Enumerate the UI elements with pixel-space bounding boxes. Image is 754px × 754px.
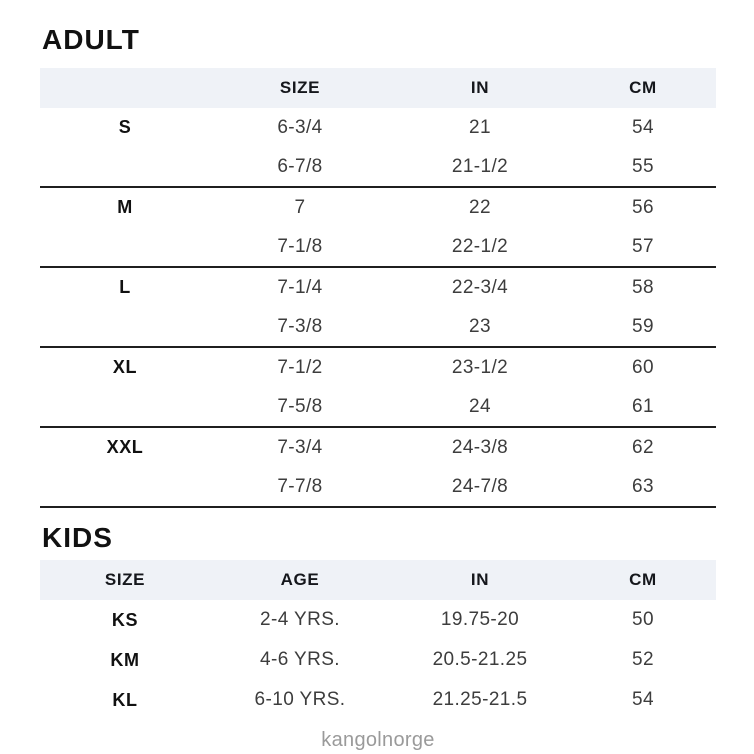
in-value-cell: 24 (469, 395, 491, 417)
table-row (40, 428, 716, 467)
adult-column-header-size: SIZE (279, 78, 321, 97)
kids-column-header-age: AGE (280, 570, 320, 589)
adult-column-header-in: IN (470, 78, 490, 97)
adult-heading: ADULT (42, 24, 140, 55)
cm-value-cell: 56 (632, 196, 654, 218)
table-row (40, 640, 716, 680)
table-row (40, 307, 716, 346)
age-value-cell: 2-4 YRS. (260, 609, 340, 630)
size-value-cell: 7-5/8 (277, 395, 323, 417)
table-row (40, 108, 716, 147)
cm-value-cell: 57 (632, 235, 654, 257)
size-label-cell: KS (111, 609, 139, 630)
size-group-xl (40, 348, 716, 428)
cm-value-cell: 54 (632, 689, 654, 710)
table-row (40, 147, 716, 186)
size-label-cell: XXL (106, 437, 144, 457)
age-value-cell: 4-6 YRS. (260, 649, 340, 670)
kids-column-header-cm: CM (629, 570, 657, 589)
table-row (40, 268, 716, 307)
size-group-s (40, 108, 716, 188)
size-group-m (40, 188, 716, 268)
size-label-cell: L (119, 277, 131, 297)
cm-value-cell: 59 (632, 315, 654, 337)
size-value-cell: 7-1/4 (277, 276, 323, 298)
in-value-cell: 23-1/2 (451, 356, 509, 378)
in-value-cell: 21 (469, 116, 491, 138)
in-value-cell: 23 (469, 315, 491, 337)
age-value-cell: 6-10 YRS. (254, 689, 346, 710)
cm-value-cell: 58 (632, 276, 654, 298)
cm-value-cell: 54 (632, 116, 654, 138)
in-value-cell: 21.25-21.5 (432, 689, 528, 710)
size-value-cell: 7 (294, 196, 306, 218)
adult-header-row (40, 68, 716, 108)
in-value-cell: 19.75-20 (440, 609, 520, 630)
size-value-cell: 7-3/4 (277, 436, 323, 458)
in-value-cell: 24-7/8 (451, 475, 509, 497)
kids-column-header-size: SIZE (104, 570, 146, 589)
table-row (40, 680, 716, 720)
in-value-cell: 24-3/8 (451, 436, 509, 458)
cm-value-cell: 61 (632, 395, 654, 417)
cm-value-cell: 55 (632, 155, 654, 177)
table-row (40, 600, 716, 640)
kids-heading: KIDS (42, 522, 113, 553)
cm-value-cell: 62 (632, 436, 654, 458)
kids-header-row (40, 560, 716, 600)
size-group-l (40, 268, 716, 348)
adult-section (40, 24, 716, 508)
size-label-cell: S (118, 117, 132, 137)
in-value-cell: 22-3/4 (451, 276, 509, 298)
size-value-cell: 7-3/8 (277, 315, 323, 337)
size-value-cell: 7-7/8 (277, 475, 323, 497)
adult-table (40, 68, 716, 508)
table-row (40, 387, 716, 426)
brand-footer: kangolnorge (321, 729, 435, 751)
cm-value-cell: 50 (632, 609, 654, 630)
table-row (40, 227, 716, 266)
size-label-cell: M (117, 197, 133, 217)
table-row (40, 467, 716, 506)
size-value-cell: 6-3/4 (277, 116, 323, 138)
in-value-cell: 22 (469, 196, 491, 218)
size-value-cell: 7-1/2 (277, 356, 323, 378)
size-value-cell: 7-1/8 (277, 235, 323, 257)
cm-value-cell: 60 (632, 356, 654, 378)
cm-value-cell: 63 (632, 475, 654, 497)
in-value-cell: 21-1/2 (451, 155, 509, 177)
cm-value-cell: 52 (632, 649, 654, 670)
size-label-cell: XL (112, 357, 138, 377)
in-value-cell: 22-1/2 (451, 235, 509, 257)
kids-section (40, 522, 716, 720)
in-value-cell: 20.5-21.25 (432, 649, 528, 670)
table-row (40, 348, 716, 387)
size-label-cell: KM (110, 649, 140, 670)
size-group-xxl (40, 428, 716, 508)
kids-table (40, 560, 716, 720)
adult-column-header-cm: CM (629, 78, 657, 97)
size-value-cell: 6-7/8 (277, 155, 323, 177)
size-label-cell: KL (112, 689, 138, 710)
table-row (40, 188, 716, 227)
kids-column-header-in: IN (470, 570, 490, 589)
